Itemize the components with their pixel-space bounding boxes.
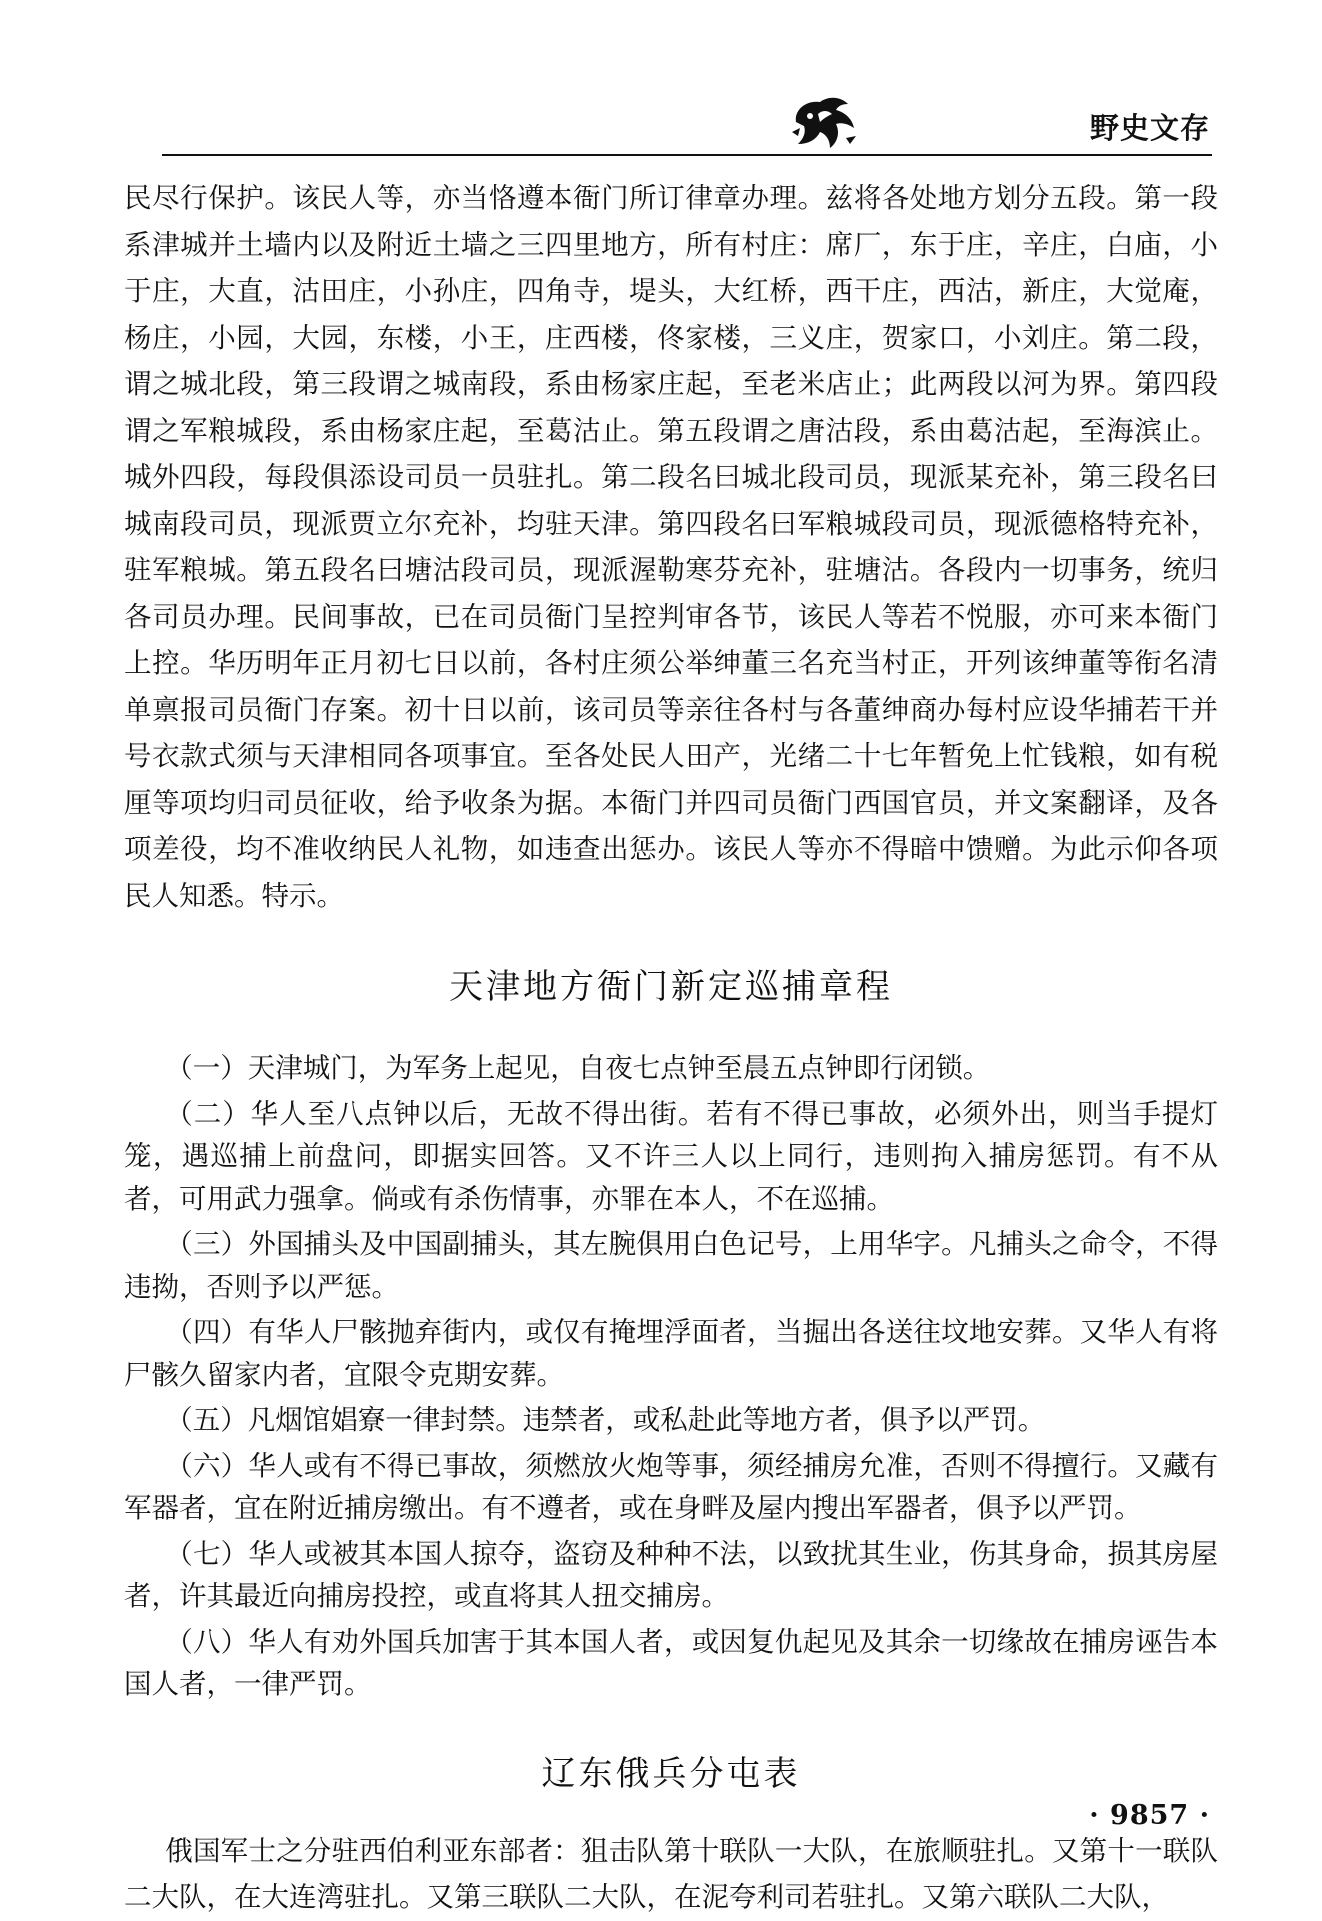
page-number: · 9857 · [1089, 1800, 1210, 1831]
rule-item: （一）天津城门，为军务上起见，自夜七点钟至晨五点钟即行闭锁。 [165, 1052, 991, 1084]
section-title-russian-troops: 辽东俄兵分屯表 [541, 1753, 801, 1794]
page-header [0, 0, 1322, 160]
patrol-rules-list [124, 1047, 1218, 1706]
rule-item: （三）外国捕头及中国副捕头，其左腕俱用白色记号，上用华字。凡捕头之命令，不得违拗，否则予以严惩。 [124, 1228, 1218, 1303]
rule-item: （七）华人或被其本国人掠夺，盗窃及种种不法，以致扰其生业，伤其身命，损其房屋者，许其最近向捕房投控，或直将其人扭交捕房。 [124, 1537, 1218, 1612]
rule-item: （八）华人有劝外国兵加害于其本国人者，或因复仇起见及其余一切缘故在捕房诬告本国人者，一律严罚。 [124, 1625, 1218, 1700]
rule-item: （五）凡烟馆娼寮一律封禁。违禁者，或私赴此等地方者，俱予以严罚。 [165, 1404, 1046, 1436]
series-title: 野史文存 [1089, 111, 1210, 145]
rule-item: （二）华人至八点钟以后，无故不得出街。若有不得已事故，必须外出，则当手提灯笼，遇巡捕上前盘问，即据实回答。又不许三人以上同行，违则拘入捕房惩罚。有不从者，可用武力强拿。倘或有杀伤情事，亦罪在本人，不在巡捕。 [124, 1097, 1218, 1215]
rule-item: （四）有华人尸骸抛弃街内，或仅有掩埋浮面者，当掘出各送往坟地安葬。又华人有将尸骸久留家内者，宜限令克期安葬。 [124, 1316, 1218, 1391]
section-title-patrol-regulations: 天津地方衙门新定巡捕章程 [449, 967, 893, 1007]
dragon-logo-icon [790, 92, 858, 150]
continued-paragraph: 民尽行保护。该民人等，亦当恪遵本衙门所订律章办理。兹将各处地方划分五段。第一段系津城并土墙内以及附近土墙之三四里地方，所有村庄：席厂，东于庄，辛庄，白庙，小于庄，大直，沽田庄，小孙庄，四角寺，堤头，大红桥，西干庄，西沽，新庄，大觉庵，杨庄，小园，大园，东楼，小王，庄西楼，佟家楼，三义庄，贺家口，小刘庄。第二段，谓之城北段，第三段谓之城南段，系由杨家庄起，至老米店止；此两段以河为界。第四段谓之军粮城段，系由杨家庄起，至葛沽止。第五段谓之唐沽段，系由葛沽起，至海滨止。城外四段，每段俱添设司员一员驻扎。第二段名曰城北段司员，现派某充补，第三段名曰城南段司员，现派贾立尔充补，均驻天津。第四段名曰军粮城段司员，现派德格特充补，驻军粮城。第五段名曰塘沽段司员，现派渥勒寒芬充补，驻塘沽。各段内一切事务，统归各司员办理。民间事故，已在司员衙门呈控判审各节，该民人等若不悦服，亦可来本衙门上控。华历明年正月初七日以前，各村庄须公举绅董三名充当村正，开列该绅董等衔名清单禀报司员衙门存案。初十日以前，该司员等亲往各村与各董绅商办每村应设华捕若干并号衣款式须与天津相同各项事宜。至各处民人田产，光绪二十七年暂免上忙钱粮，如有税厘等项均归司员征收，给予收条为据。本衙门并四司员衙门西国官员，并文案翻译，及各项差役，均不准收纳民人礼物，如违查出惩办。该民人等亦不得暗中馈赠。为此示仰各项民人知悉。特示。 [124, 182, 1218, 912]
page-body [124, 175, 1218, 1921]
header-rule [162, 154, 1212, 156]
section2-intro-paragraph: 俄国军士之分驻西伯利亚东部者：狙击队第十联队一大队，在旅顺驻扎。又第十一联队二大队，在大连湾驻扎。又第三联队二大队，在泥夸利司若驻扎。又第六联队二大队， [124, 1834, 1218, 1913]
rule-item: （六）华人或有不得已事故，须燃放火炮等事，须经捕房允准，否则不得擅行。又藏有军器者，宜在附近捕房缴出。有不遵者，或在身畔及屋内搜出军器者，俱予以严罚。 [124, 1449, 1218, 1524]
